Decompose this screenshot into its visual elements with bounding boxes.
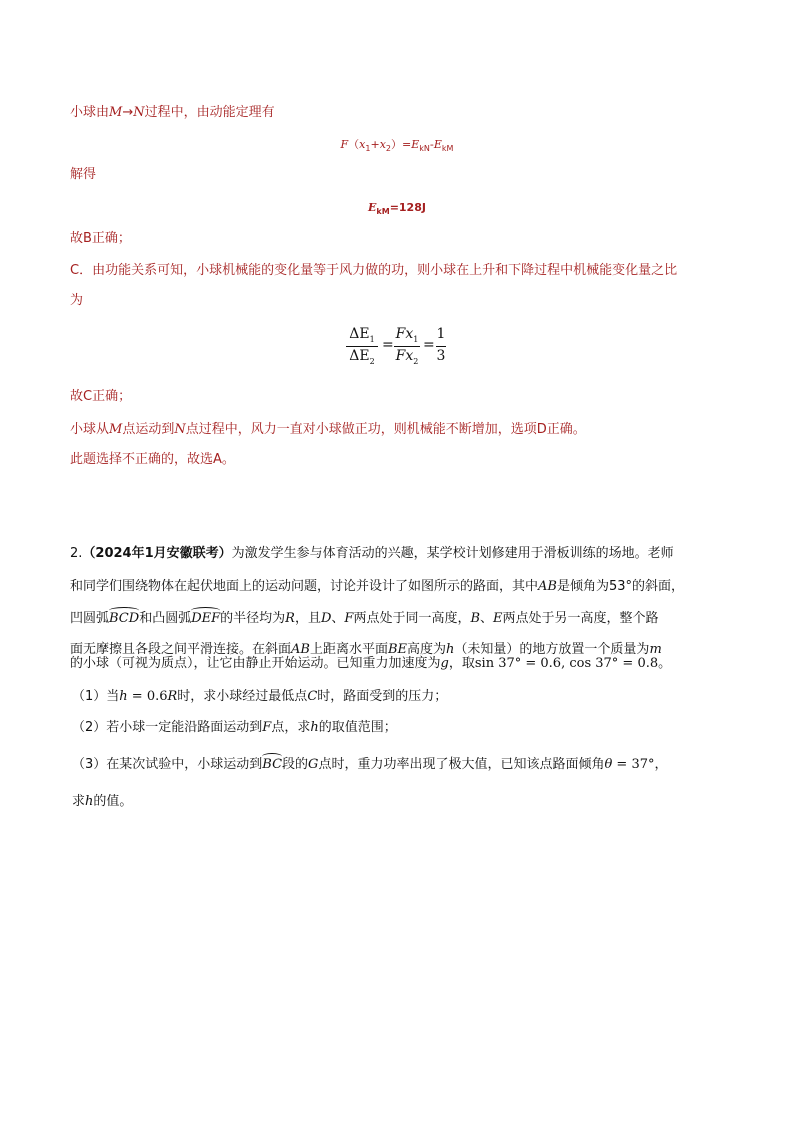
fraction-fx (394, 326, 420, 368)
op: = (402, 138, 412, 151)
var-h: h (119, 689, 128, 704)
text: Fx (395, 348, 414, 364)
sub: 1 (365, 144, 371, 154)
text: 的值。 (93, 794, 133, 809)
value: =128J (389, 201, 426, 214)
sub: 1 (369, 334, 375, 344)
arrow: → (122, 105, 134, 120)
solution-line-8: 此题选择不正确的，故选A。 (70, 452, 235, 467)
fraction-bar (394, 346, 420, 347)
sub: kN (419, 144, 430, 154)
equals-sign: = (382, 337, 394, 353)
solution-line-5: 为 (70, 293, 84, 308)
text: = 37°， (612, 757, 668, 772)
var-AB: AB (538, 579, 557, 594)
var-F: F (262, 720, 272, 735)
question-2 (72, 719, 397, 737)
text: 小球从 (70, 422, 110, 437)
var-h: h (446, 642, 455, 657)
equation-result (0, 199, 794, 221)
text: 凹圆弧 (70, 611, 110, 626)
solution-line-6: 故C正确； (70, 389, 132, 404)
arc-DEF: DEF (191, 611, 221, 626)
text: ΔE (349, 326, 370, 342)
text: 高度为 (407, 642, 447, 657)
text: 面无摩擦且各段之间平滑连接。在斜面 (70, 642, 292, 657)
arc-BC: BC (262, 757, 283, 772)
numerator: 1 (436, 326, 446, 342)
var-N: N (133, 105, 145, 120)
text: 点，求 (271, 720, 311, 735)
denominator: 3 (436, 348, 446, 364)
equals-sign: = (423, 337, 435, 353)
solution-line-4: C．由功能关系可知，小球机械能的变化量等于风力做的功，则小球在上升和下降过程中机械能变化量之比 (70, 263, 678, 278)
sub: 2 (413, 356, 419, 366)
text: 、 (480, 611, 494, 626)
var-M: M (109, 105, 123, 120)
text: 过程中，由动能定理有 (144, 105, 275, 120)
text: 的半径均为 (220, 611, 286, 626)
var-D: D (320, 611, 332, 626)
text: 、 (331, 611, 345, 626)
var-N: N (174, 422, 186, 437)
text: （未知量）的地方放置一个质量为 (454, 642, 650, 657)
text: 时，路面受到的压力； (317, 689, 448, 704)
text: 。 (658, 656, 672, 671)
text: 段的 (282, 757, 309, 772)
var-theta: θ (604, 757, 613, 772)
sub: kM (376, 207, 390, 217)
numerator (346, 326, 378, 344)
solution-line-7 (70, 421, 586, 439)
question-1 (72, 688, 447, 706)
text: ，取 (448, 656, 475, 671)
question-3-cont (72, 793, 132, 811)
var-M: M (109, 422, 123, 437)
solution-line-3: 故B正确； (70, 231, 131, 246)
var-x: x (379, 138, 386, 151)
text: = 0.6 (127, 689, 168, 704)
text: （1）当 (72, 689, 120, 704)
var-m: m (649, 642, 662, 657)
sub: 2 (385, 144, 392, 154)
text: 求 (72, 794, 86, 809)
text: 上距离水平面 (309, 642, 388, 657)
sub: kM (441, 144, 454, 154)
var-BE: BE (387, 642, 408, 657)
var-R: R (167, 689, 178, 704)
var-x: x (359, 138, 366, 151)
equation-energy-theorem (0, 136, 794, 158)
text: 时，求小球经过最低点 (177, 689, 308, 704)
text: 两点处于另一高度，整个路 (502, 611, 659, 626)
denominator (394, 348, 420, 366)
text: 的取值范围； (318, 720, 397, 735)
var-h: h (310, 720, 319, 735)
fraction-bar (346, 346, 378, 347)
denominator (346, 348, 378, 366)
var-AB: AB (291, 642, 310, 657)
text: 点时，重力功率出现了极大值，已知该点路面倾角 (318, 757, 605, 772)
paren: （ (348, 138, 360, 151)
var-E: E (493, 611, 503, 626)
var-E: E (433, 138, 442, 151)
text: 两点处于同一高度， (353, 611, 471, 626)
var-R: R (285, 611, 295, 626)
text: 是倾角为53°的斜面， (556, 579, 685, 594)
var-F: F (344, 611, 354, 626)
trig-values: sin 37° = 0.6, cos 37° = 0.8 (474, 656, 659, 671)
problem-row-3 (70, 610, 659, 628)
text: 为激发学生参与体育活动的兴趣，某学校计划修建用于滑板训练的场地。老师 (231, 546, 674, 561)
var-h: h (85, 794, 94, 809)
var-E: E (411, 138, 420, 151)
var-E: E (368, 201, 377, 214)
var-C: C (307, 689, 318, 704)
solution-line-1 (70, 104, 275, 122)
fraction-bar (436, 346, 446, 347)
problem-line-1 (70, 545, 674, 563)
var-G: G (308, 757, 319, 772)
fraction-one-third (436, 326, 446, 368)
text: ，且 (294, 611, 321, 626)
problem-source: （2024年1月安徽联考） (82, 546, 232, 561)
text: 点运动到 (122, 422, 175, 437)
text: 点过程中，风力一直对小球做正功，则机械能不断增加，选项D正确。 (185, 422, 586, 437)
paren: ） (391, 138, 403, 151)
sub: 2 (369, 356, 375, 366)
numerator (394, 326, 420, 344)
text: 和同学们围绕物体在起伏地面上的运动问题，讨论并设计了如图所示的路面，其中 (70, 579, 539, 594)
op: - (429, 138, 434, 151)
arc-BCD: BCD (109, 611, 140, 626)
solution-line-2: 解得 (70, 167, 97, 182)
problem-number: 2. (70, 546, 83, 561)
text: ΔE (349, 348, 370, 364)
text: 和凸圆弧 (139, 611, 192, 626)
text: （3）在某次试验中，小球运动到 (72, 757, 263, 772)
var-g: g (440, 656, 449, 671)
text: （2）若小球一定能沿路面运动到 (72, 720, 263, 735)
text: Fx (395, 326, 414, 342)
var-B: B (470, 611, 481, 626)
sub: 1 (413, 334, 419, 344)
text: 的小球（可视为质点），让它由静止开始运动。已知重力加速度为 (70, 656, 441, 671)
problem-row-2 (70, 578, 684, 596)
text: 小球由 (70, 105, 110, 120)
var-F: F (340, 138, 349, 151)
fraction-delta-e (346, 326, 378, 368)
op: + (370, 138, 380, 151)
problem-row-5 (70, 655, 671, 673)
question-3 (72, 756, 667, 774)
